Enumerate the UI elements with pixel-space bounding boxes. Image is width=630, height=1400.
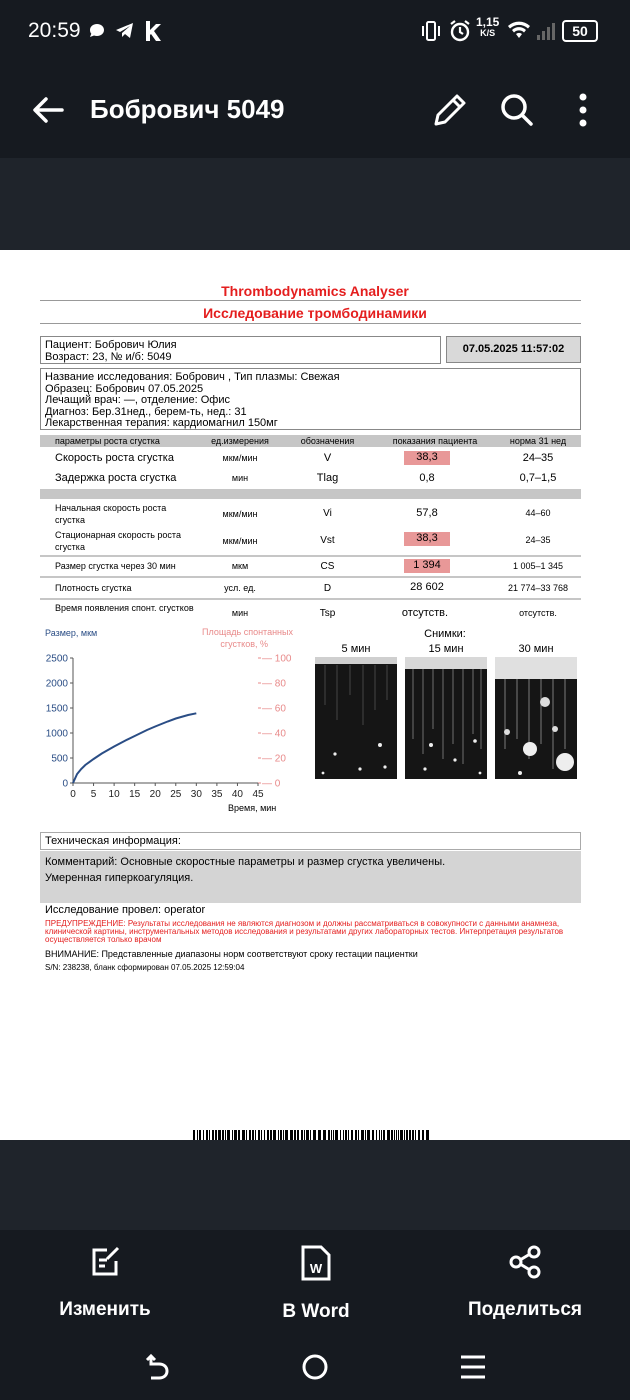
bottom-action-bar — [0, 1230, 630, 1340]
table-separator — [40, 489, 581, 499]
row-param: Задержка роста сгустка — [55, 472, 177, 484]
edit-document-icon — [87, 1244, 123, 1280]
status-time: 20:59 — [28, 19, 81, 42]
snapshot-30min[interactable] — [495, 657, 577, 779]
snapshot-15min[interactable] — [405, 657, 487, 779]
table-row — [40, 450, 581, 468]
x-axis-title: Время, мин — [228, 803, 277, 813]
y2-tick-label: — 40 — [262, 728, 286, 740]
x-tick-label: 45 — [252, 789, 264, 800]
y2-tick-label: — 60 — [262, 703, 286, 715]
row-symbol: CS — [320, 561, 335, 572]
edit-button[interactable] — [25, 1244, 185, 1321]
comment-box — [40, 851, 581, 903]
table-row — [40, 470, 581, 488]
info-line: Лечащий врач: —, отделение: Офис — [45, 394, 230, 406]
row-param: Плотность сгустка — [55, 583, 132, 593]
info-line: Лекарственная терапия: кардиомагнил 150мг — [45, 417, 278, 429]
y-tick-label: 2500 — [45, 653, 68, 665]
patient-line: Пациент: Бобрович Юлия — [45, 339, 177, 351]
row-unit: мкм — [231, 561, 249, 571]
snapshot-label: 15 мин — [428, 643, 464, 655]
row-value: 28 602 — [410, 581, 444, 593]
row-norm: 1 005–1 345 — [512, 561, 564, 571]
cell-signal-icon — [536, 21, 558, 41]
page-gap — [0, 1140, 630, 1230]
y2-tick-label: — 0 — [262, 778, 281, 790]
x-tick-label: 10 — [108, 789, 120, 800]
y-tick-label: 500 — [51, 753, 68, 765]
right-axis-title-1: Площадь спонтанных — [202, 627, 293, 637]
row-param: Размер сгустка через 30 мин — [55, 561, 176, 571]
back-nav-icon[interactable] — [145, 1352, 173, 1382]
search-icon[interactable] — [497, 90, 537, 130]
row-unit: усл. ед. — [224, 583, 256, 593]
vibrate-icon — [420, 20, 442, 42]
clot-size-series-line — [73, 713, 196, 783]
row-symbol: Vi — [323, 508, 332, 519]
x-tick-label: 0 — [70, 789, 76, 800]
row-unit: мкм/мин — [222, 453, 258, 463]
share-button[interactable] — [445, 1244, 605, 1321]
snapshot-label: 5 мин — [341, 643, 371, 655]
sn-line: S/N: 238238, бланк сформирован 07.05.2025 12:59:04 — [45, 963, 245, 972]
row-norm: 0,7–1,5 — [519, 472, 557, 484]
alarm-icon — [449, 19, 471, 43]
left-axis-title: Размер, мкм — [45, 628, 98, 638]
warning-text: ПРЕДУПРЕЖДЕНИЕ: Результаты исследования не являются диагнозом и должны рассматриваться в совокупности с данными анамнеза, клинической картины, инструментальных методов исследования и результатами других лабораторных тестов. Интерпретация результатов осуществляется только врачом — [45, 919, 564, 944]
home-nav-icon[interactable] — [300, 1352, 330, 1382]
snapshots-title: Снимки: — [424, 628, 466, 640]
row-norm: 44–60 — [525, 508, 551, 518]
th-param: параметры роста сгустка — [55, 436, 160, 446]
y-tick-label: 0 — [62, 778, 68, 790]
status-bar — [0, 0, 630, 62]
row-unit: мин — [231, 608, 249, 618]
document-page[interactable] — [0, 250, 630, 1140]
battery-indicator: 50 — [562, 20, 598, 42]
divider — [40, 323, 581, 324]
row-symbol: V — [323, 452, 332, 464]
row-symbol: Tlag — [316, 472, 339, 484]
page-gap — [0, 158, 630, 250]
y-tick-label: 1500 — [45, 703, 68, 715]
x-tick-label: 15 — [129, 789, 141, 800]
edit-button-label: Изменить — [59, 1299, 151, 1320]
comment-line: Умеренная гиперкоагуляция. — [45, 872, 194, 884]
snapshot-5min[interactable] — [315, 657, 397, 779]
x-tick-label: 5 — [90, 789, 97, 800]
info-line: Название исследования: Бобрович , Тип плазмы: Свежая — [45, 371, 340, 383]
table-row — [40, 602, 581, 626]
table-separator — [40, 555, 581, 557]
chat-icon — [88, 22, 106, 40]
more-options-icon[interactable] — [575, 90, 591, 130]
network-speed — [476, 17, 499, 39]
age-line: Возраст: 23, № и/б: 5049 — [45, 350, 172, 363]
telegram-icon — [115, 22, 135, 40]
row-value: 0,8 — [419, 472, 435, 484]
row-value: 1 394 — [404, 559, 450, 573]
x-tick-label: 20 — [149, 789, 161, 800]
row-param: Скорость роста сгустка — [55, 452, 174, 464]
attention-text: ВНИМАНИЕ: Представленные диапазоны норм соответствуют сроку гестации пациентки — [45, 949, 418, 959]
operator-line: Исследование провел: operator — [45, 904, 206, 916]
th-unit: ед.измерения — [211, 436, 269, 446]
svg-text:W: W — [309, 1261, 323, 1276]
row-value: 38,3 — [404, 451, 450, 465]
y2-tick-label: — 100 — [262, 653, 292, 665]
network-speed-unit: K/S — [480, 28, 496, 38]
table-row — [40, 529, 581, 553]
app-bar — [0, 62, 630, 158]
export-word-label: В Word — [282, 1301, 350, 1322]
table-separator — [40, 576, 581, 578]
document-title-en: Thrombodynamics Analyser — [221, 283, 409, 299]
table-header — [40, 435, 581, 447]
share-button-label: Поделиться — [467, 1299, 583, 1320]
row-symbol: D — [323, 583, 332, 594]
info-line: Диагноз: Бер.31нед., берем-ть, нед.: 31 — [45, 405, 247, 418]
patient-box — [40, 336, 441, 364]
table-row — [40, 580, 581, 596]
y-tick-label: 1000 — [45, 728, 68, 740]
x-tick-label: 35 — [211, 789, 223, 800]
network-speed-value: 1,15 — [476, 15, 500, 29]
x-tick-label: 30 — [190, 789, 202, 800]
row-unit: мкм/мин — [222, 509, 258, 519]
comment-line: Комментарий: Основные скоростные параметры и размер сгустка увеличены. — [45, 856, 446, 868]
row-unit: мин — [231, 473, 249, 483]
word-document-icon — [299, 1244, 333, 1282]
row-unit: мкм/мин — [222, 536, 258, 546]
x-tick-label: 40 — [231, 789, 244, 800]
clot-growth-chart — [30, 650, 300, 802]
y2-tick-label: — 80 — [262, 678, 286, 690]
th-norm: норма 31 нед — [509, 436, 567, 446]
row-value: отсутств. — [401, 607, 449, 619]
row-norm: 24–35 — [522, 452, 554, 464]
row-symbol: Tsp — [319, 608, 336, 619]
study-info-box — [40, 368, 581, 430]
document-title: Бобрович 5049 — [90, 94, 285, 124]
x-tick-label: 25 — [170, 789, 182, 800]
y2-tick-label: — 20 — [262, 753, 286, 765]
table-row — [40, 502, 581, 526]
right-axis-title-2: сгустков, % — [220, 639, 268, 649]
system-nav-bar — [0, 1340, 630, 1400]
th-value: показания пациента — [392, 436, 478, 446]
row-param: Начальная скорость роста сгустка — [55, 503, 167, 525]
divider — [40, 300, 581, 301]
k-app-icon — [144, 20, 162, 42]
row-norm: отсутств. — [519, 608, 557, 618]
recents-nav-icon[interactable] — [458, 1352, 488, 1382]
row-norm: 21 774–33 768 — [507, 583, 569, 593]
row-value: 57,8 — [416, 507, 438, 519]
row-symbol: Vst — [320, 535, 335, 546]
export-word-button[interactable] — [236, 1244, 396, 1323]
row-norm: 24–35 — [525, 535, 551, 545]
table-separator — [40, 598, 581, 600]
row-param: Время появления спонт. сгустков — [55, 603, 194, 613]
row-value: 38,3 — [404, 532, 450, 546]
y-tick-label: 2000 — [45, 678, 68, 690]
wifi-icon — [507, 20, 531, 40]
table-row — [40, 559, 581, 575]
share-icon — [507, 1244, 543, 1280]
row-param: Стационарная скорость роста сгустка — [55, 530, 181, 552]
back-arrow-icon[interactable] — [30, 94, 66, 126]
th-symbol: обозначения — [300, 436, 355, 446]
info-line: Образец: Бобрович 07.05.2025 — [45, 382, 204, 395]
edit-pencil-icon[interactable] — [430, 90, 470, 130]
tech-info: Техническая информация: — [40, 832, 581, 850]
datetime-box: 07.05.2025 11:57:02 — [446, 336, 581, 363]
document-title-ru: Исследование тромбодинамики — [203, 305, 427, 321]
snapshot-label: 30 мин — [518, 643, 554, 655]
